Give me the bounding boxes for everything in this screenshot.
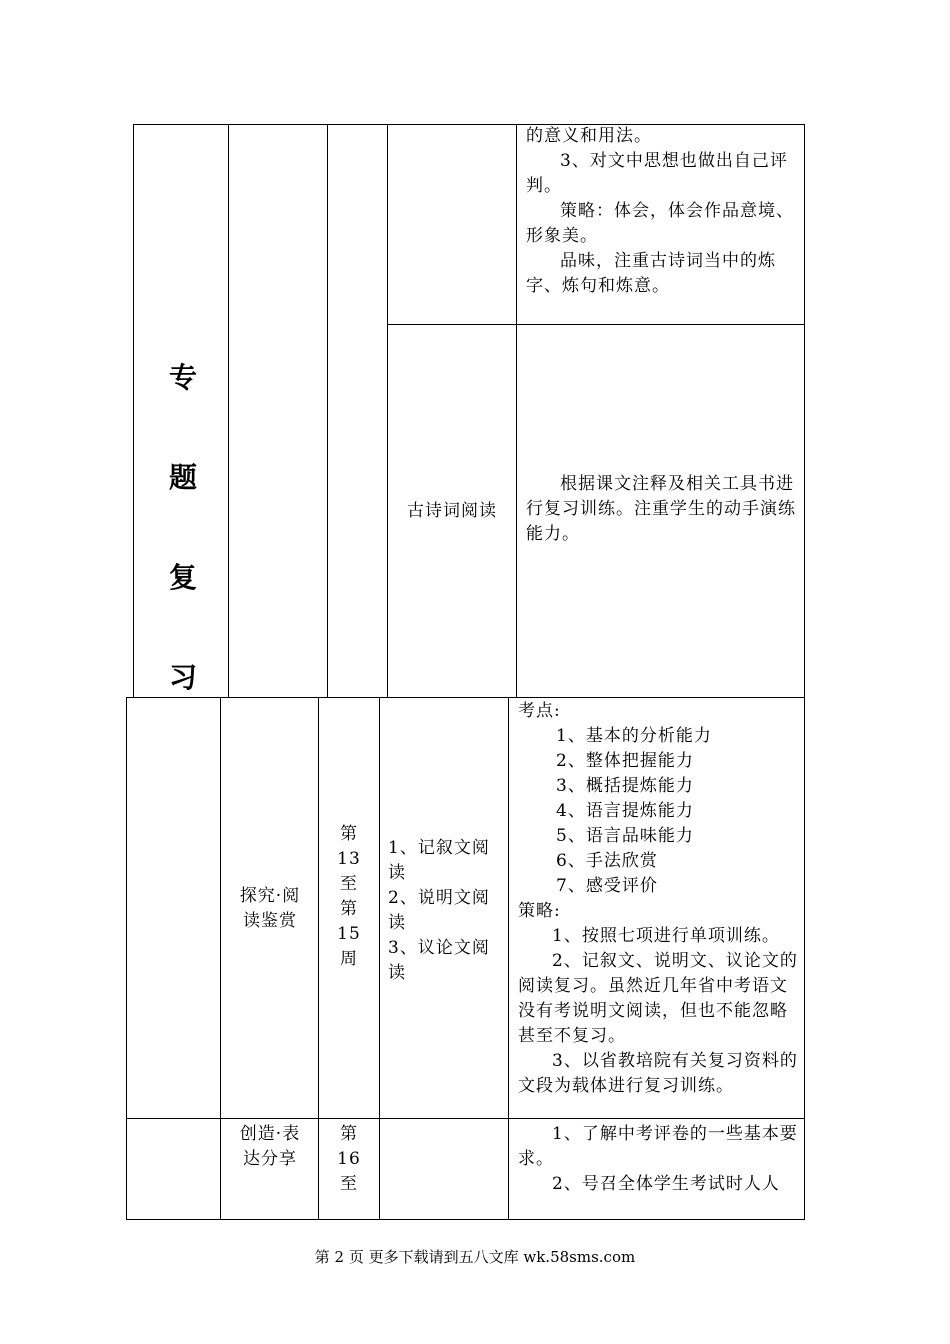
stage-char: 习 <box>168 661 197 694</box>
lower-row2-content <box>518 1122 798 1197</box>
week-part: 第 <box>340 824 358 844</box>
topic-line: 2、说明文阅读 <box>388 888 490 933</box>
week-part: 13 <box>337 849 361 869</box>
upper-table-left-border <box>133 124 134 698</box>
content-line: 的意义和用法。 <box>526 126 652 146</box>
upper-table-col-divider-2 <box>327 124 328 698</box>
kaodian-item: 4、语言提炼能力 <box>556 801 694 821</box>
lower-row1-module: 探究·阅读鉴赏 <box>239 886 301 931</box>
week-part: 第 <box>340 899 358 919</box>
celue-item: 3、以省教培院有关复习资料的文段为载体进行复习训练。 <box>518 1051 798 1096</box>
upper-table-col-divider-1 <box>228 124 229 698</box>
upper-row2-topic: 古诗词阅读 <box>407 501 497 521</box>
kaodian-label: 考点: <box>518 701 561 721</box>
content-line: 品味，注重古诗词当中的炼字、炼句和炼意。 <box>526 251 776 296</box>
kaodian-item: 6、手法欣赏 <box>556 851 658 871</box>
lower-table-left-border <box>126 697 127 1220</box>
lower-table-row-divider <box>126 1118 805 1119</box>
topic-line: 3、议论文阅读 <box>388 938 490 983</box>
upper-table-col-divider-4 <box>516 124 517 698</box>
upper-table-right-border <box>804 124 805 698</box>
kaodian-item: 2、整体把握能力 <box>556 751 694 771</box>
lower-table-right-border <box>804 697 805 1220</box>
content-line: 2、号召全体学生考试时人人 <box>552 1174 780 1194</box>
content-line: 1、了解中考评卷的一些基本要求。 <box>518 1124 798 1169</box>
week-part: 至 <box>340 874 358 894</box>
lower-table-col-divider-1 <box>220 697 221 1220</box>
upper-table-row-divider <box>387 324 805 325</box>
content-line: 根据课文注释及相关工具书进行复习训练。注重学生的动手演练能力。 <box>526 474 796 544</box>
lower-row1-content <box>518 699 798 1099</box>
upper-table-col-divider-3 <box>387 124 388 698</box>
upper-row1-content <box>526 124 798 299</box>
week-part: 第 <box>340 1124 358 1144</box>
lower-table-col-divider-4 <box>508 697 509 1220</box>
week-part: 15 <box>337 924 361 944</box>
week-part: 至 <box>340 1174 358 1194</box>
lower-row2-week <box>319 1122 379 1197</box>
stage-char: 专 <box>168 361 197 394</box>
week-part: 16 <box>337 1149 361 1169</box>
lower-table-col-divider-3 <box>379 697 380 1220</box>
lower-row1-week <box>319 822 379 972</box>
kaodian-item: 7、感受评价 <box>556 876 658 896</box>
celue-label: 策略: <box>518 901 561 921</box>
stage-char: 复 <box>168 561 197 594</box>
upper-row2-content <box>526 472 798 547</box>
kaodian-item: 5、语言品味能力 <box>556 826 694 846</box>
lower-table-top-border <box>126 697 805 698</box>
lower-row1-topics <box>388 836 502 986</box>
week-part: 周 <box>340 949 358 969</box>
lower-row2-module: 创造·表达分享 <box>239 1124 301 1169</box>
content-line: 策略：体会，体会作品意境、形象美。 <box>526 201 794 246</box>
page-footer: 第 2 页 更多下载请到五八文库 wk.58sms.com <box>314 1248 636 1266</box>
kaodian-item: 3、概括提炼能力 <box>556 776 694 796</box>
content-line: 3、对文中思想也做出自己评判。 <box>526 151 788 196</box>
lower-table-bottom-border <box>126 1219 805 1220</box>
stage-char: 题 <box>168 461 197 494</box>
kaodian-item: 1、基本的分析能力 <box>556 726 712 746</box>
topic-line: 1、记叙文阅读 <box>388 838 490 883</box>
celue-item: 1、按照七项进行单项训练。 <box>552 926 780 946</box>
celue-item: 2、记叙文、说明文、议论文的阅读复习。虽然近几年省中考语文没有考说明文阅读，但也不能忽略甚至不复习。 <box>518 951 798 1046</box>
